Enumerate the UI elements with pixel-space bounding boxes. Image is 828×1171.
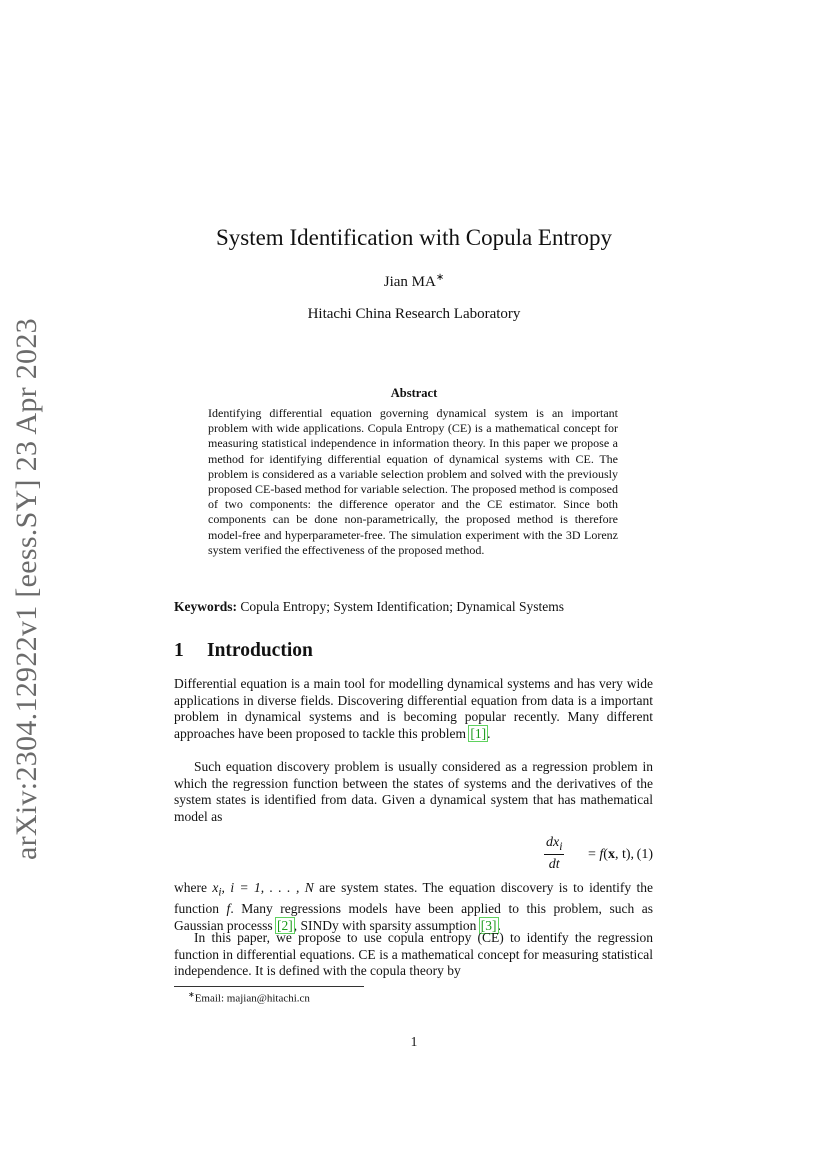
abstract-heading: Abstract	[390, 386, 438, 400]
author-footnote-mark: ∗	[435, 272, 445, 283]
footnote	[188, 990, 310, 1005]
author-line	[0, 272, 828, 291]
page-number: 1	[410, 1034, 418, 1049]
paragraph-2: Such equation discovery problem is usually considered as a regression problem in which the regression function between the states of systems and the derivatives of the system states is identified from data. Given a dynamical system that has mathematical model as	[174, 759, 653, 824]
section-number: 1	[174, 640, 184, 661]
footnote-mark: ∗	[188, 990, 195, 999]
footnote-rule	[174, 986, 364, 987]
equation-number: (1)	[636, 847, 653, 862]
section-heading	[174, 640, 313, 662]
author-name: Jian MA	[383, 274, 436, 290]
arxiv-identifier-stamp: arXiv:2304.12922v1 [eess.SY] 23 Apr 2023	[10, 318, 43, 860]
paragraph-1-text: Differential equation is a main tool for modelling dynamical systems and has very wide applications in diverse fields. Discovering differential equation from data is a important problem in dynamical systems and is becoming popular recently. Many different approaches have been proposed to tackle this problem	[174, 676, 653, 741]
abstract-text: Identifying differential equation governing dynamical system is an important problem with wide applications. Copula Entropy (CE) is a mathematical concept for measuring statistical independence in information theory. In this paper we propose a method for identifying differential equation of dynamical systems with CE. The problem is considered as a variable selection problem and solved with the previously proposed CE-based method for variable selection. The proposed method is composed of two components: the difference operator and the CE estimator. Since both components can be done non-parametrically, the proposed method is therefore model-free and hyperparameter-free. The simulation experiment with the 3D Lorenz system verified the effectiveness of the proposed method.	[208, 406, 619, 557]
paragraph-1-end: .	[487, 725, 491, 741]
keywords-text: Copula Entropy; System Identification; Dynamical Systems	[240, 599, 564, 614]
citation-1-link[interactable]: [1]	[470, 725, 487, 741]
equation-fraction	[544, 835, 564, 873]
equation-1	[174, 835, 653, 875]
keywords-label: Keywords:	[174, 599, 237, 614]
citation-2-link[interactable]: [2]	[276, 917, 293, 933]
keywords-line	[174, 599, 654, 615]
paragraph-3: where $x_i$, i = 1, . . . , N are system states. The equation discovery is to identify the function f. Many regressions models have been applied to this problem, such as Gaussian processs [2], SINDy with sparsity assumption [3].	[174, 880, 653, 933]
footnote-email: Email: majian@hitachi.cn	[194, 992, 310, 1005]
section-title: Introduction	[207, 640, 313, 661]
affiliation: Hitachi China Research Laboratory	[307, 306, 521, 322]
equation-rhs: = f(x, t),	[588, 847, 635, 862]
paper-title: System Identification with Copula Entropy	[215, 225, 613, 250]
citation-3-link[interactable]: [3]	[480, 917, 497, 933]
paragraph-4: In this paper, we propose to use copula entropy (CE) to identify the regression function in differential equations. CE is a mathematical concept for measuring statistical independence. It is defined with the copula theory by	[174, 930, 653, 979]
equation-numerator: $dx_i$	[546, 835, 563, 853]
paragraph-1	[174, 676, 653, 742]
equation-denominator: dt	[548, 856, 560, 872]
